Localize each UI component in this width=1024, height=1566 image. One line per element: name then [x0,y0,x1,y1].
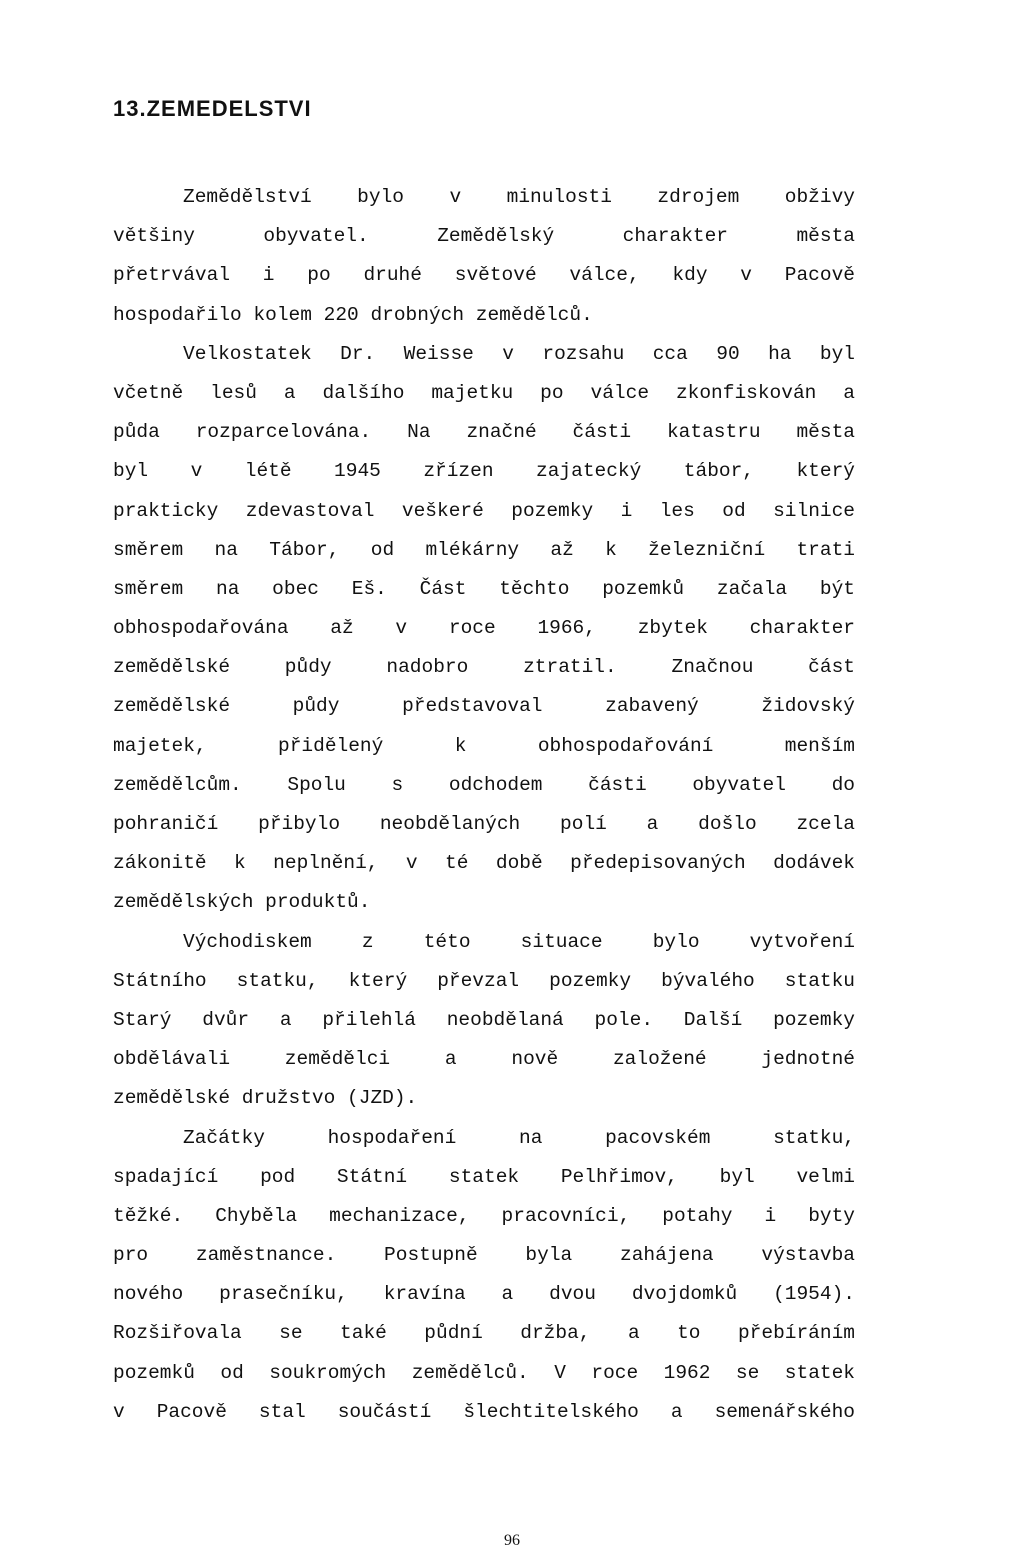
text-line: těžké. Chyběla mechanizace, pracovníci, potahy i byty [113,1204,855,1227]
text-line: zemědělské družstvo (JZD). [113,1087,418,1110]
page-number: 96 [504,1532,520,1549]
text-line: nového prasečníku, kravína a dvou dvojdomků (1954). [113,1283,855,1306]
text-line: v Pacově stal součástí šlechtitelského a semenářského [113,1400,855,1423]
text-line: prakticky zdevastoval veškeré pozemky i les od silnice [113,499,855,522]
text-line: pozemků od soukromých zemědělců. V roce 1962 se statek [113,1361,855,1384]
text-line: byl v létě 1945 zřízen zajatecký tábor, který [113,460,855,483]
text-line: pohraničí přibylo neobdělaných polí a došlo zcela [113,813,855,835]
text-line: Velkostatek Dr. Weisse v rozsahu cca 90 ha byl [183,342,855,365]
text-line: zemědělských produktů. [113,891,371,914]
text-line: Zemědělství bylo v minulosti zdrojem obživy [183,186,855,208]
text-line: obdělávali zemědělci a nově založené jednotné [113,1048,855,1071]
section-heading: 13.ZEMEDELSTVI [113,96,312,121]
text-line: směrem na obec Eš. Část těchto pozemků začala být [113,577,855,600]
text-line: Rozšiřovala se také půdní držba, a to přebíráním [113,1322,855,1345]
text-line: Začátky hospodaření na pacovském statku, [183,1126,855,1149]
text-line: hospodařilo kolem 220 drobných zemědělců. [113,303,593,326]
text-line: většiny obyvatel. Zemědělský charakter města [113,225,855,248]
text-line: majetek, přidělený k obhospodařování menším [113,734,855,757]
text-line: zákonitě k neplnění, v té době předepisovaných dodávek [113,852,855,875]
text-line: zemědělské půdy představoval zabavený židovský [113,695,855,718]
text-line: směrem na Tábor, od mlékárny až k železniční trati [113,538,855,561]
text-line: obhospodařována až v roce 1966, zbytek charakter [113,617,855,640]
text-line: zemědělské půdy nadobro ztratil. Značnou část [113,656,855,679]
text-line: přetrvával i po druhé světové válce, kdy v Pacově [113,264,855,287]
text-line: pro zaměstnance. Postupně byla zahájena výstavba [113,1244,855,1267]
text-line: zemědělcům. Spolu s odchodem části obyvatel do [113,773,855,796]
text-line: Starý dvůr a přilehlá neobdělaná pole. Další pozemky [113,1008,855,1031]
text-line: včetně lesů a dalšího majetku po válce zkonfiskován a [113,381,855,404]
text-line: Východiskem z této situace bylo vytvoření [183,930,855,953]
text-line: spadající pod Státní statek Pelhřimov, byl velmi [113,1165,855,1188]
text-line: půda rozparcelována. Na značné části katastru města [113,421,855,444]
body-text [113,178,855,1432]
text-line: Státního statku, který převzal pozemky bývalého statku [113,969,855,992]
